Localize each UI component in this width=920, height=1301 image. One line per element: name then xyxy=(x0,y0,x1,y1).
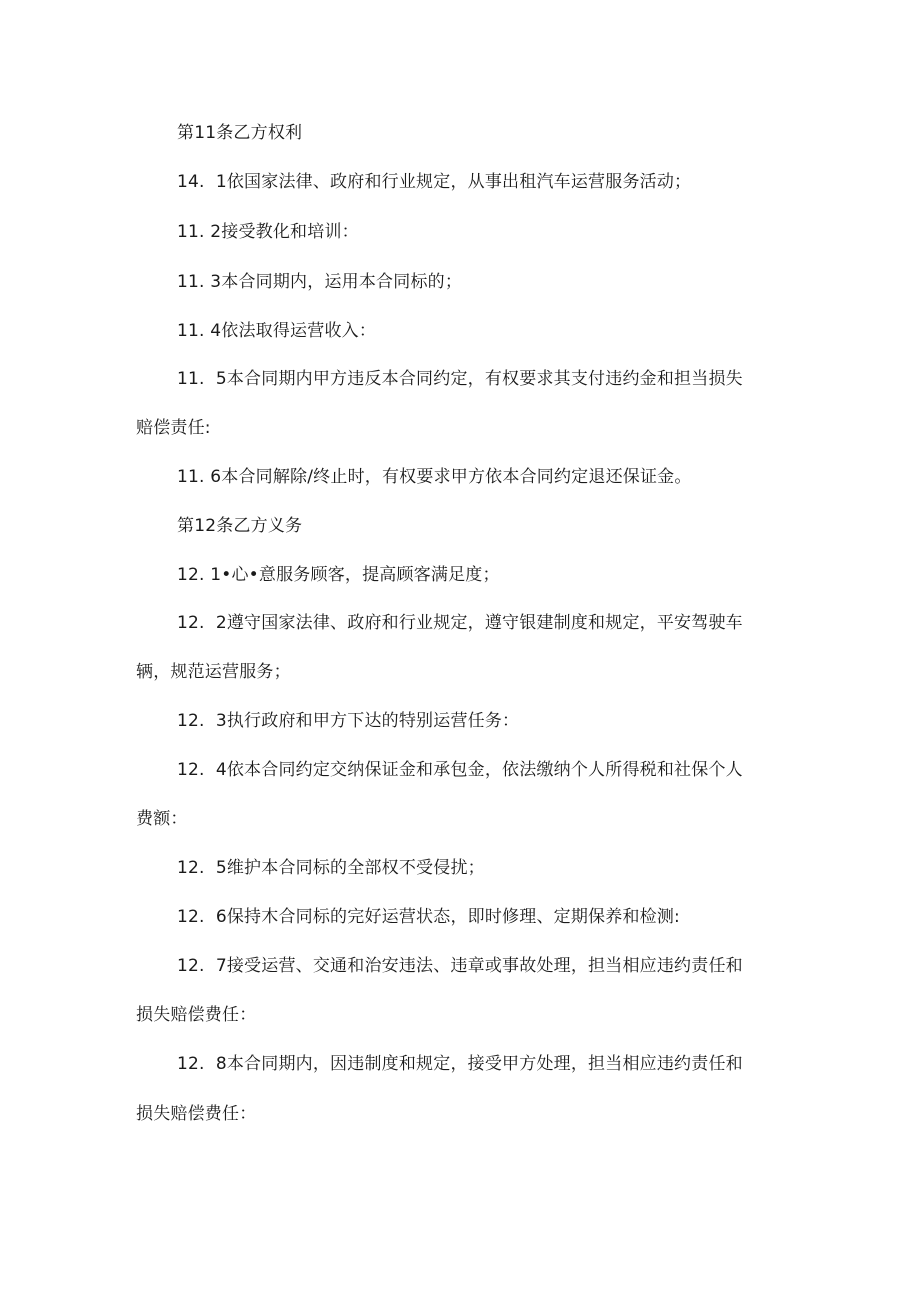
clause-11-2: 11. 2接受教化和培训： xyxy=(177,222,359,242)
clause-12-8-line-1: 12. 8本合同期内，因违制度和规定，接受甲方处理，担当相应违约责任和 xyxy=(177,1054,743,1074)
clause-12-4-line-1: 12. 4依本合同约定交纳保证金和承包金，依法缴纳个人所得税和社保个人 xyxy=(177,760,743,780)
clause-12-7-line-1: 12. 7接受运营、交通和治安违法、违章或事故处理，担当相应违约责任和 xyxy=(177,956,743,976)
clause-11-5-line-2: 赔偿责任: xyxy=(136,418,211,438)
section-heading-obligations: 第12条乙方义务 xyxy=(177,516,303,536)
clause-12-5: 12. 5维护本合同标的全部权不受侵扰； xyxy=(177,858,485,878)
clause-11-6: 11. 6本合同解除/终止时，有权要求甲方依本合同约定退还保证金。 xyxy=(177,467,692,487)
clause-12-2-line-1: 12. 2遵守国家法律、政府和行业规定，遵守银建制度和规定，平安驾驶车 xyxy=(177,613,743,633)
clause-12-7-line-2: 损失赔偿费任： xyxy=(136,1005,257,1025)
clause-12-8-line-2: 损失赔偿费任： xyxy=(136,1104,257,1124)
clause-12-6: 12. 6保持木合同标的完好运营状态，即时修理、定期保养和检测: xyxy=(177,907,680,927)
clause-12-4-line-2: 费额： xyxy=(136,809,188,829)
clause-12-2-line-2: 辆，规范运营服务； xyxy=(136,662,291,682)
clause-11-1: 14. 1依国家法律、政府和行业规定，从事出租汽车运营服务活动； xyxy=(177,172,692,192)
clause-11-5-line-1: 11. 5本合同期内甲方违反本合同约定，有权要求其支付违约金和担当损失 xyxy=(177,369,743,389)
clause-11-3: 11. 3本合同期内，运用本合同标的； xyxy=(177,272,463,292)
section-heading-rights: 第11条乙方权利 xyxy=(177,123,303,143)
clause-11-4: 11. 4依法取得运营收入： xyxy=(177,321,377,341)
clause-12-1: 12. 1•心•意服务顾客，提高顾客满足度； xyxy=(177,565,500,585)
clause-12-3: 12. 3执行政府和甲方下达的特别运营任务： xyxy=(177,711,520,731)
